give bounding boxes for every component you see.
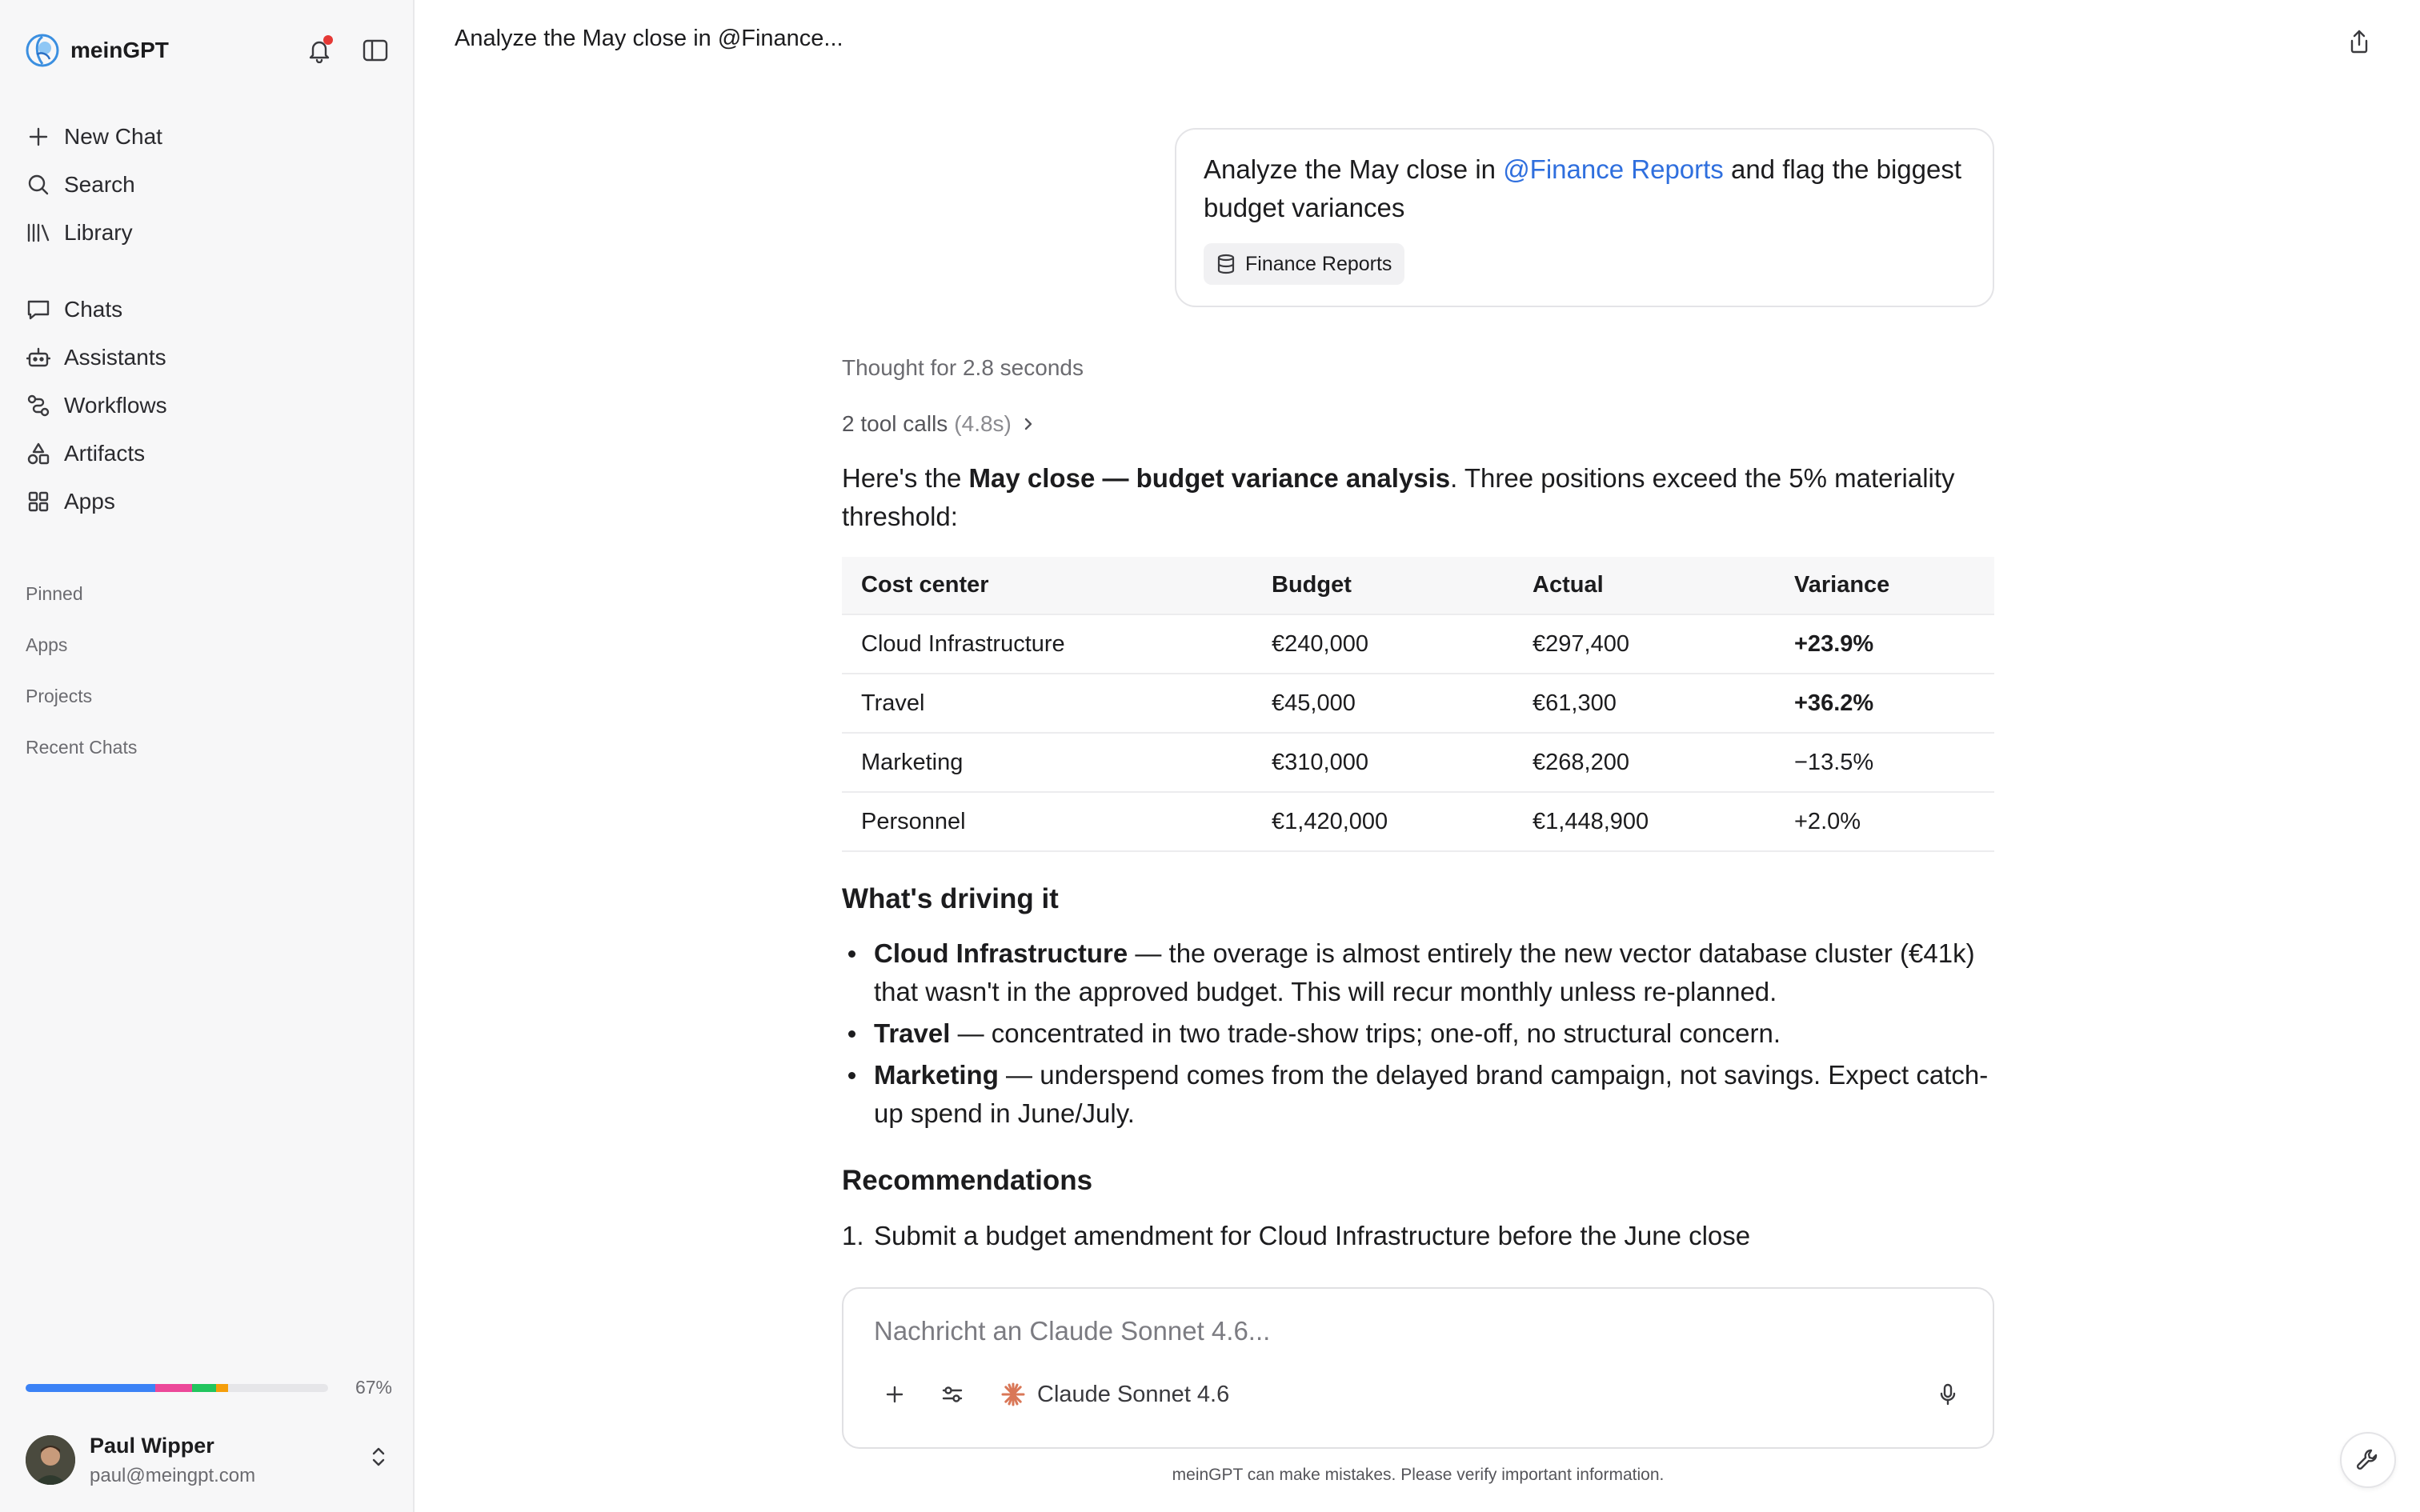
table-cell: −13.5% bbox=[1775, 733, 1994, 792]
intro-text-start: Here's the bbox=[842, 463, 969, 493]
intro-text-end: . Three positions exceed the 5% materiality threshold: bbox=[842, 463, 1955, 531]
table-cell: €61,300 bbox=[1513, 674, 1775, 733]
library-icon bbox=[26, 220, 51, 246]
table-cell: +2.0% bbox=[1775, 792, 1994, 851]
list-item-text: — underspend comes from the delayed brand campaign, not savings. Expect catch-up spend in June/July. bbox=[874, 1060, 1989, 1128]
meingpt-logo-icon bbox=[26, 30, 59, 70]
search-icon bbox=[26, 172, 51, 198]
response-intro bbox=[842, 459, 1994, 536]
list-item-text: Submit a budget amendment for Cloud Infrastructure before the June close bbox=[874, 1221, 1751, 1250]
disclaimer: meinGPT can make mistakes. Please verify important information. bbox=[1172, 1466, 1665, 1484]
sidebar-item-label: Search bbox=[64, 172, 135, 197]
table-row bbox=[842, 674, 1994, 733]
list-item-text: — the overage is almost entirely the new vector database cluster (€41k) that wasn't in the approved budget. This will recur monthly unless re-planned. bbox=[874, 938, 1975, 1006]
table-cell: Travel bbox=[842, 674, 1252, 733]
list-item-bold: Marketing bbox=[874, 1060, 999, 1090]
share-icon bbox=[2348, 29, 2370, 54]
sidebar-item-label: Assistants bbox=[64, 345, 166, 370]
sidebar-item-label: Workflows bbox=[64, 393, 167, 418]
variance-table bbox=[842, 557, 1994, 852]
table-cell: €1,448,900 bbox=[1513, 792, 1775, 851]
message-input[interactable]: Nachricht an Claude Sonnet 4.6... bbox=[874, 1316, 1271, 1346]
toggle-sidebar-button[interactable] bbox=[359, 34, 392, 67]
voice-input-button[interactable] bbox=[1930, 1377, 1965, 1412]
drivers-list bbox=[842, 934, 1994, 1136]
table-cell: €45,000 bbox=[1252, 674, 1513, 733]
recommendations-list bbox=[842, 1217, 1994, 1255]
grid-icon bbox=[26, 489, 51, 514]
user-name: Paul Wipper bbox=[90, 1433, 214, 1458]
add-attachment-button[interactable] bbox=[877, 1377, 912, 1412]
plus-icon bbox=[26, 124, 51, 150]
table-cell: Personnel bbox=[842, 792, 1252, 851]
table-cell: +23.9% bbox=[1775, 614, 1994, 674]
table-header: Actual bbox=[1513, 557, 1775, 614]
user-email: paul@meingpt.com bbox=[90, 1464, 256, 1486]
brand[interactable] bbox=[26, 30, 169, 70]
microphone-icon bbox=[1938, 1382, 1957, 1406]
tool-calls-duration: (4.8s) bbox=[954, 411, 1012, 436]
list-item bbox=[842, 1014, 1994, 1053]
sidebar-item-label: New Chat bbox=[64, 124, 162, 149]
table-row bbox=[842, 614, 1994, 674]
section-pinned[interactable]: Pinned bbox=[26, 583, 83, 604]
user-menu[interactable] bbox=[26, 1432, 392, 1488]
sidebar-panel-icon bbox=[363, 38, 388, 62]
section-apps[interactable]: Apps bbox=[26, 634, 68, 655]
list-item bbox=[842, 1217, 1994, 1255]
wrench-icon bbox=[2355, 1447, 2381, 1473]
table-header-row bbox=[842, 557, 1994, 614]
usage-percent: 67% bbox=[355, 1377, 392, 1398]
attachment-chip[interactable] bbox=[1204, 243, 1404, 285]
app-name: meinGPT bbox=[70, 38, 169, 62]
table-cell: +36.2% bbox=[1775, 674, 1994, 733]
chevron-right-icon bbox=[1012, 415, 1034, 433]
section-projects[interactable]: Projects bbox=[26, 686, 93, 706]
user-message-text-start: Analyze the May close in bbox=[1204, 154, 1504, 184]
attachment-label: Finance Reports bbox=[1245, 252, 1392, 275]
sidebar-item-search[interactable] bbox=[26, 167, 135, 202]
avatar bbox=[26, 1435, 75, 1485]
sidebar-item-library[interactable] bbox=[26, 215, 133, 250]
user-message-text-end: and flag the biggest budget variances bbox=[1204, 154, 1962, 222]
message-composer bbox=[842, 1287, 1994, 1449]
mention-link[interactable]: @Finance Reports bbox=[1503, 154, 1724, 184]
table-cell: €297,400 bbox=[1513, 614, 1775, 674]
table-row bbox=[842, 733, 1994, 792]
developer-tools-button[interactable] bbox=[2340, 1432, 2396, 1488]
list-number: 1. bbox=[842, 1221, 864, 1250]
table-cell: €1,420,000 bbox=[1252, 792, 1513, 851]
table-header: Budget bbox=[1252, 557, 1513, 614]
sidebar-item-label: Chats bbox=[64, 297, 123, 322]
tools-button[interactable] bbox=[935, 1377, 970, 1412]
chat-bubble-icon bbox=[26, 297, 51, 322]
sidebar-item-label: Apps bbox=[64, 489, 115, 514]
table-row bbox=[842, 792, 1994, 851]
table-cell: €240,000 bbox=[1252, 614, 1513, 674]
usage-meter bbox=[26, 1377, 392, 1398]
workflow-icon bbox=[26, 393, 51, 418]
claude-sparkle-icon bbox=[1000, 1382, 1037, 1407]
tool-calls-label: 2 tool calls bbox=[842, 411, 948, 436]
list-item-bold: Travel bbox=[874, 1018, 951, 1048]
drivers-heading: What's driving it bbox=[842, 883, 1059, 914]
model-name: Claude Sonnet 4.6 bbox=[1037, 1381, 1230, 1407]
sidebar-item-artifacts[interactable] bbox=[26, 436, 145, 471]
thought-duration[interactable]: Thought for 2.8 seconds bbox=[842, 355, 1084, 380]
sidebar-item-chats[interactable] bbox=[26, 292, 122, 327]
section-recent-chats[interactable]: Recent Chats bbox=[26, 737, 138, 758]
model-selector[interactable] bbox=[1000, 1377, 1229, 1412]
user-message-text bbox=[1204, 150, 1965, 227]
sidebar-item-assistants[interactable] bbox=[26, 340, 166, 375]
table-cell: Cloud Infrastructure bbox=[842, 614, 1252, 674]
notification-badge bbox=[323, 35, 333, 45]
recommendations-heading: Recommendations bbox=[842, 1165, 1093, 1196]
tool-calls-toggle[interactable] bbox=[842, 411, 1034, 437]
table-cell: Marketing bbox=[842, 733, 1252, 792]
sidebar-item-workflows[interactable] bbox=[26, 388, 167, 423]
intro-bold: May close — budget variance analysis bbox=[968, 463, 1451, 493]
sidebar bbox=[0, 0, 415, 1512]
share-button[interactable] bbox=[2343, 26, 2375, 58]
robot-icon bbox=[26, 345, 51, 370]
database-icon bbox=[1216, 254, 1245, 274]
chat-title: Analyze the May close in @Finance... bbox=[455, 26, 843, 51]
usage-bar-fill bbox=[26, 1384, 228, 1392]
table-cell: €268,200 bbox=[1513, 733, 1775, 792]
plus-icon bbox=[885, 1385, 904, 1404]
sliders-icon bbox=[941, 1384, 964, 1405]
list-item-bold: Cloud Infrastructure bbox=[874, 938, 1128, 968]
list-item bbox=[842, 1056, 1994, 1133]
notifications-button[interactable] bbox=[302, 34, 336, 67]
chevron-up-down-icon[interactable] bbox=[370, 1445, 387, 1469]
table-header: Variance bbox=[1775, 557, 1994, 614]
sidebar-item-apps[interactable] bbox=[26, 484, 115, 519]
shapes-icon bbox=[26, 441, 51, 466]
list-item-text: — concentrated in two trade-show trips; one-off, no structural concern. bbox=[950, 1018, 1781, 1048]
table-cell: €310,000 bbox=[1252, 733, 1513, 792]
table-header: Cost center bbox=[842, 557, 1252, 614]
sidebar-item-label: Library bbox=[64, 220, 133, 245]
sidebar-item-new-chat[interactable] bbox=[26, 119, 162, 154]
usage-bar bbox=[26, 1384, 328, 1392]
sidebar-item-label: Artifacts bbox=[64, 441, 146, 466]
user-message bbox=[1175, 128, 1994, 307]
list-item bbox=[842, 934, 1994, 1011]
